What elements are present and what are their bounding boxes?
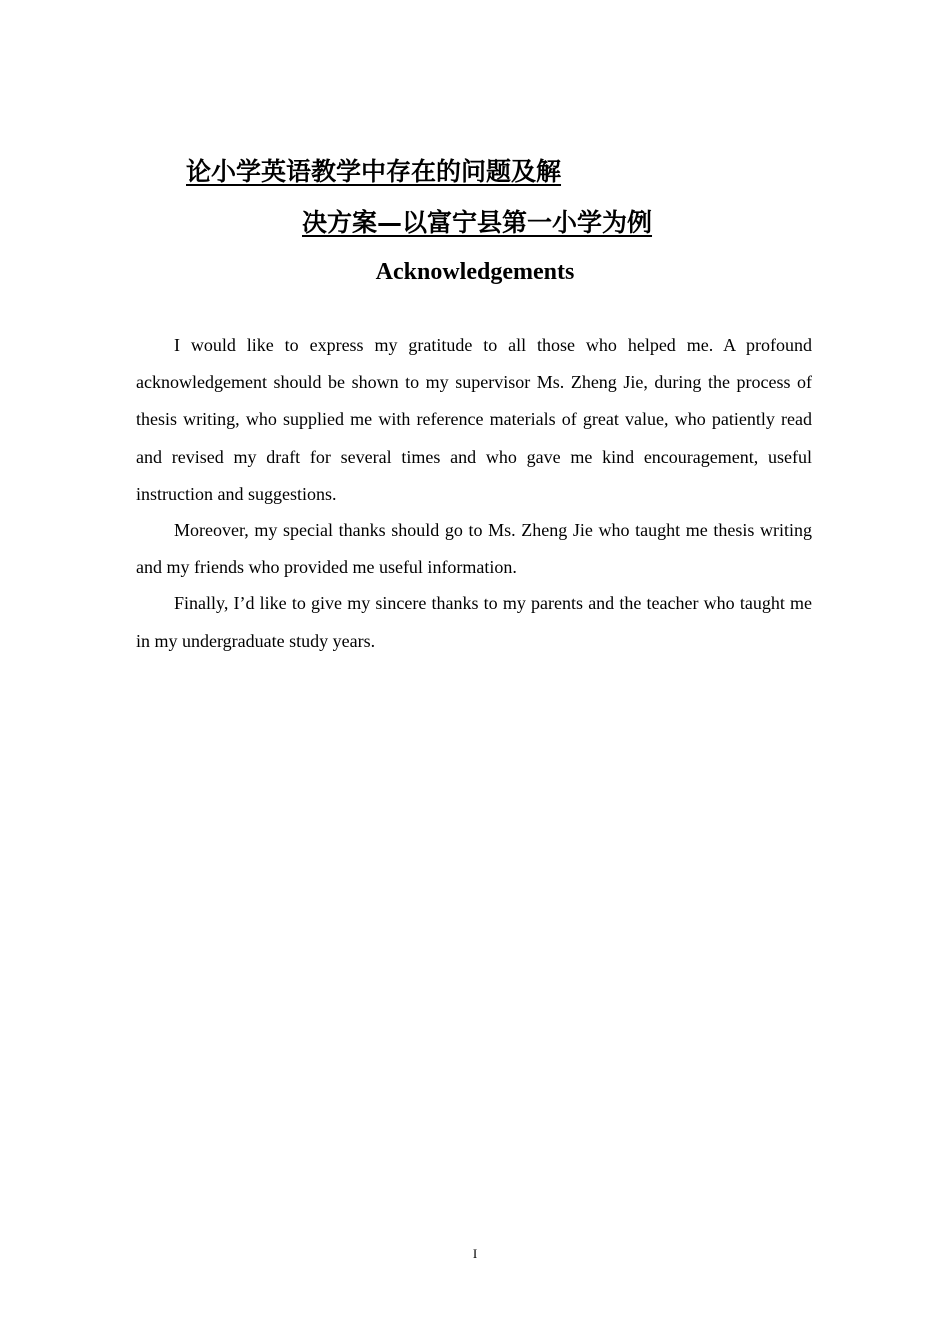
thesis-title-line-1: 论小学英语教学中存在的问题及解 <box>186 157 562 186</box>
paragraph: Finally, I’d like to give my sincere thanks to my parents and the teacher who taught me in my undergraduate study years. <box>136 593 812 651</box>
paragraph: I would like to express my gratitude to all those who helped me. A profound acknowledgement should be shown to my supervisor Ms. Zheng Jie, during the process of thesis writing, who supplied me with reference materials of great value, who patiently read and revised my draft for several times and who gave me kind encouragement, useful instruction and suggestions. <box>136 335 812 504</box>
page-number: I <box>472 1246 478 1261</box>
paragraph: Moreover, my special thanks should go to Ms. Zheng Jie who taught me thesis writing and my friends who provided me useful information. <box>136 520 812 578</box>
body-text <box>136 327 812 659</box>
thesis-title-line-2: 决方案—以富宁县第一小学为例 <box>302 208 653 237</box>
section-heading: Acknowledgements <box>375 259 575 285</box>
